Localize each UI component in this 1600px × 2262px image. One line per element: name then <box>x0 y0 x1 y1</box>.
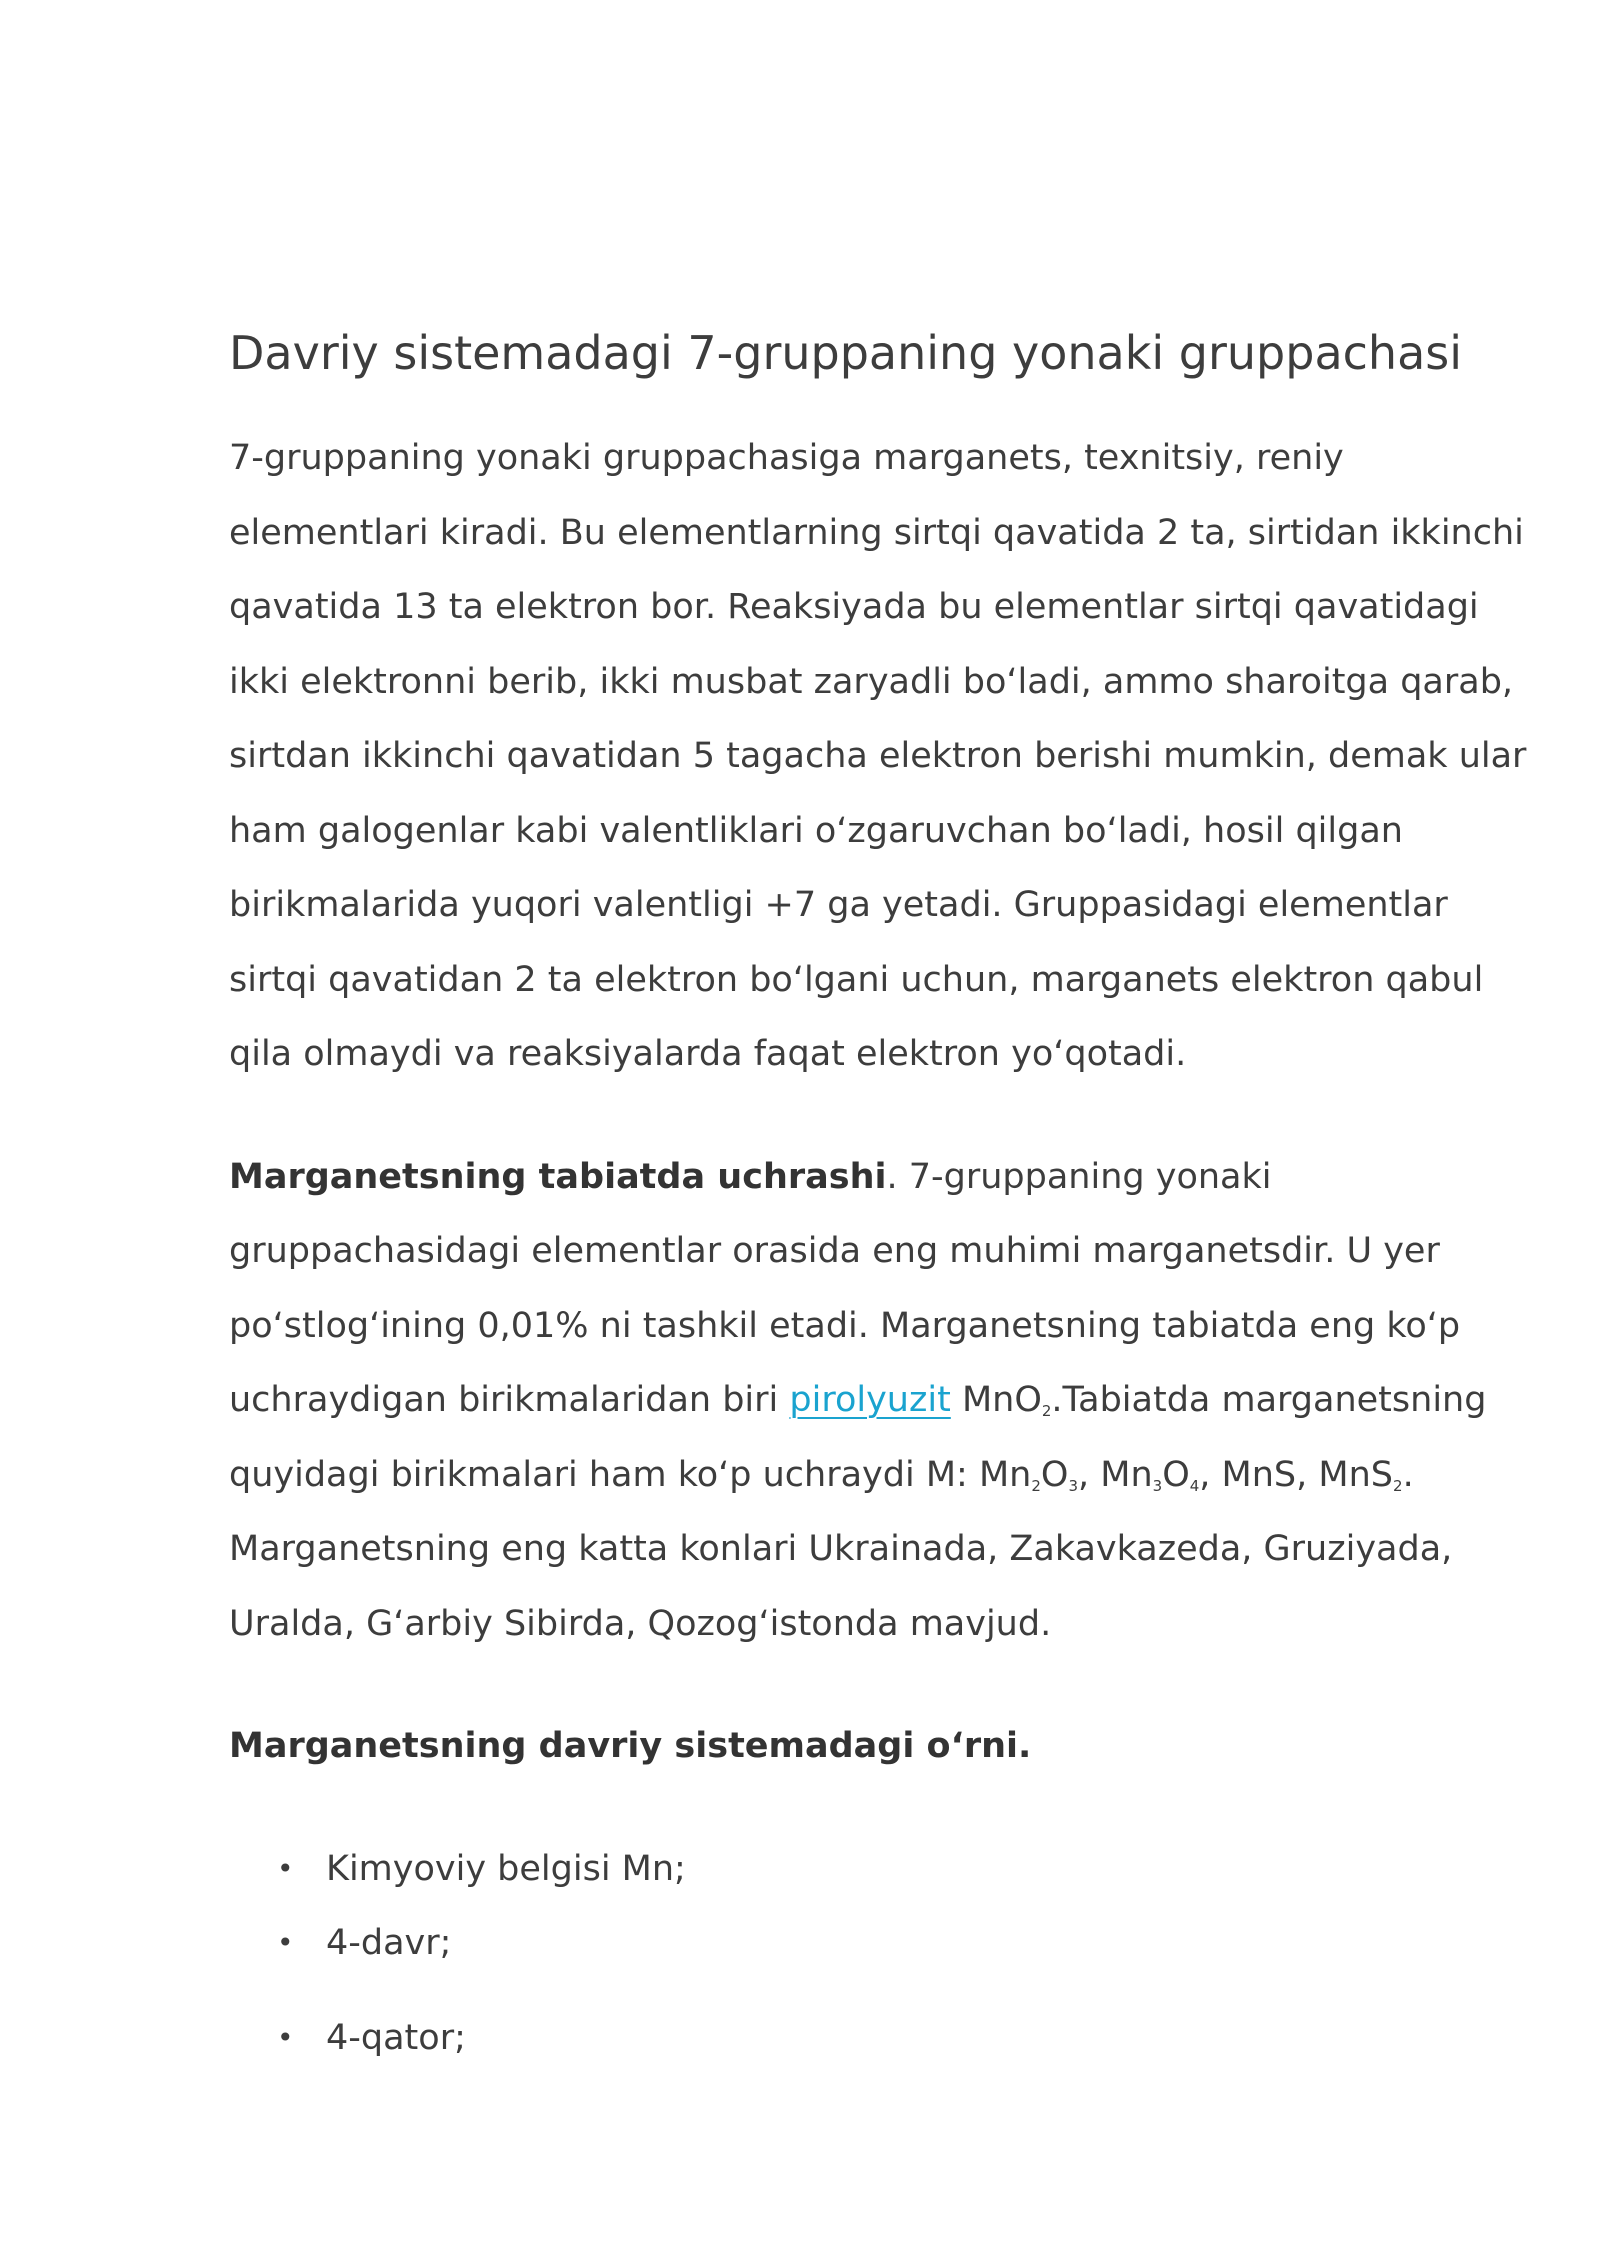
occurrence-paragraph <box>229 1140 1529 1662</box>
bullet-icon: • <box>277 1926 294 1959</box>
list-item-text: 4-davr; <box>326 1923 452 1963</box>
list-item <box>229 2001 1529 2076</box>
pirolyuzit-link[interactable]: pirolyuzit <box>789 1380 951 1420</box>
occurrence-heading: Marganetsning tabiatda uchrashi <box>229 1156 887 1197</box>
list-item-text: Kimyoviy belgisi Mn; <box>326 1848 686 1889</box>
formula-separator: , MnS, <box>1199 1454 1319 1495</box>
intro-paragraph: 7-gruppaning yonaki gruppachasiga marganets, texnitsiy, reniy elementlari kiradi. Bu elementlarning sirtqi qavatida 2 ta, sirtidan ikkinchi qavatida 13 ta elektron bor. Reaksiyada bu elementlar sirtqi qavatidagi ikki elektronni berib, ikki musbat zaryadli bo‘ladi, ammo sharoitga qarab, sirtdan ikkinchi qavatidan 5 tagacha elektron berishi mumkin, demak ular ham galogenlar kabi valentliklari o‘zgaruvchan bo‘ladi, hosil qilgan birikmalarida yuqori valentligi +7 ga yetadi. Gruppasidagi elementlar sirtqi qavatidan 2 ta elektron bo‘lgani uchun, marganets elektron qabul qila olmaydi va reaksiyalarda faqat elektron yo‘qotadi. <box>229 438 1527 1074</box>
formula-mn3o4: $Mn_3O_4$ <box>1100 1454 1200 1495</box>
list-item <box>229 1906 1529 1981</box>
list-item-text: 4-qator; <box>326 2017 466 2058</box>
occurrence-text-3: . Marganetsning eng katta konlari Ukrainada, Zakavkazeda, Gruziyada, Uralda, G‘arbiy Sibirda, Qozog‘istonda mavjud. <box>229 1454 1453 1644</box>
list-item <box>229 1832 1529 1907</box>
formula-mno2: MnO$_2$ <box>950 1380 1052 1420</box>
position-list <box>229 1832 1529 2076</box>
occurrence-text-1: . 7-gruppaning yonaki gruppachasidagi elementlar orasida eng muhimi marganetsdir. U yer po‘stlog‘ining 0,01% ni tashkil etadi. Marganetsning tabiatda eng ko‘p uchraydigan birikmalaridan biri <box>229 1156 1461 1420</box>
formula-mns2: MnS$_2$ <box>1318 1454 1403 1495</box>
article-title: Davriy sistemadagi 7-gruppaning yonaki gruppachasi <box>229 326 1463 380</box>
formula-separator: , <box>1077 1454 1101 1495</box>
bullet-icon: • <box>277 2020 294 2054</box>
occurrence-text-2: .Tabiatda marganetsning quyidagi birikmalari ham ko‘p uchraydi M: <box>229 1380 1487 1495</box>
formula-mn2o3: $Mn_2O_3$ <box>978 1454 1078 1495</box>
bullet-icon: • <box>277 1851 294 1885</box>
position-heading: Marganetsning davriy sistemadagi o‘rni. <box>229 1726 1032 1766</box>
article-content <box>229 312 1529 2075</box>
